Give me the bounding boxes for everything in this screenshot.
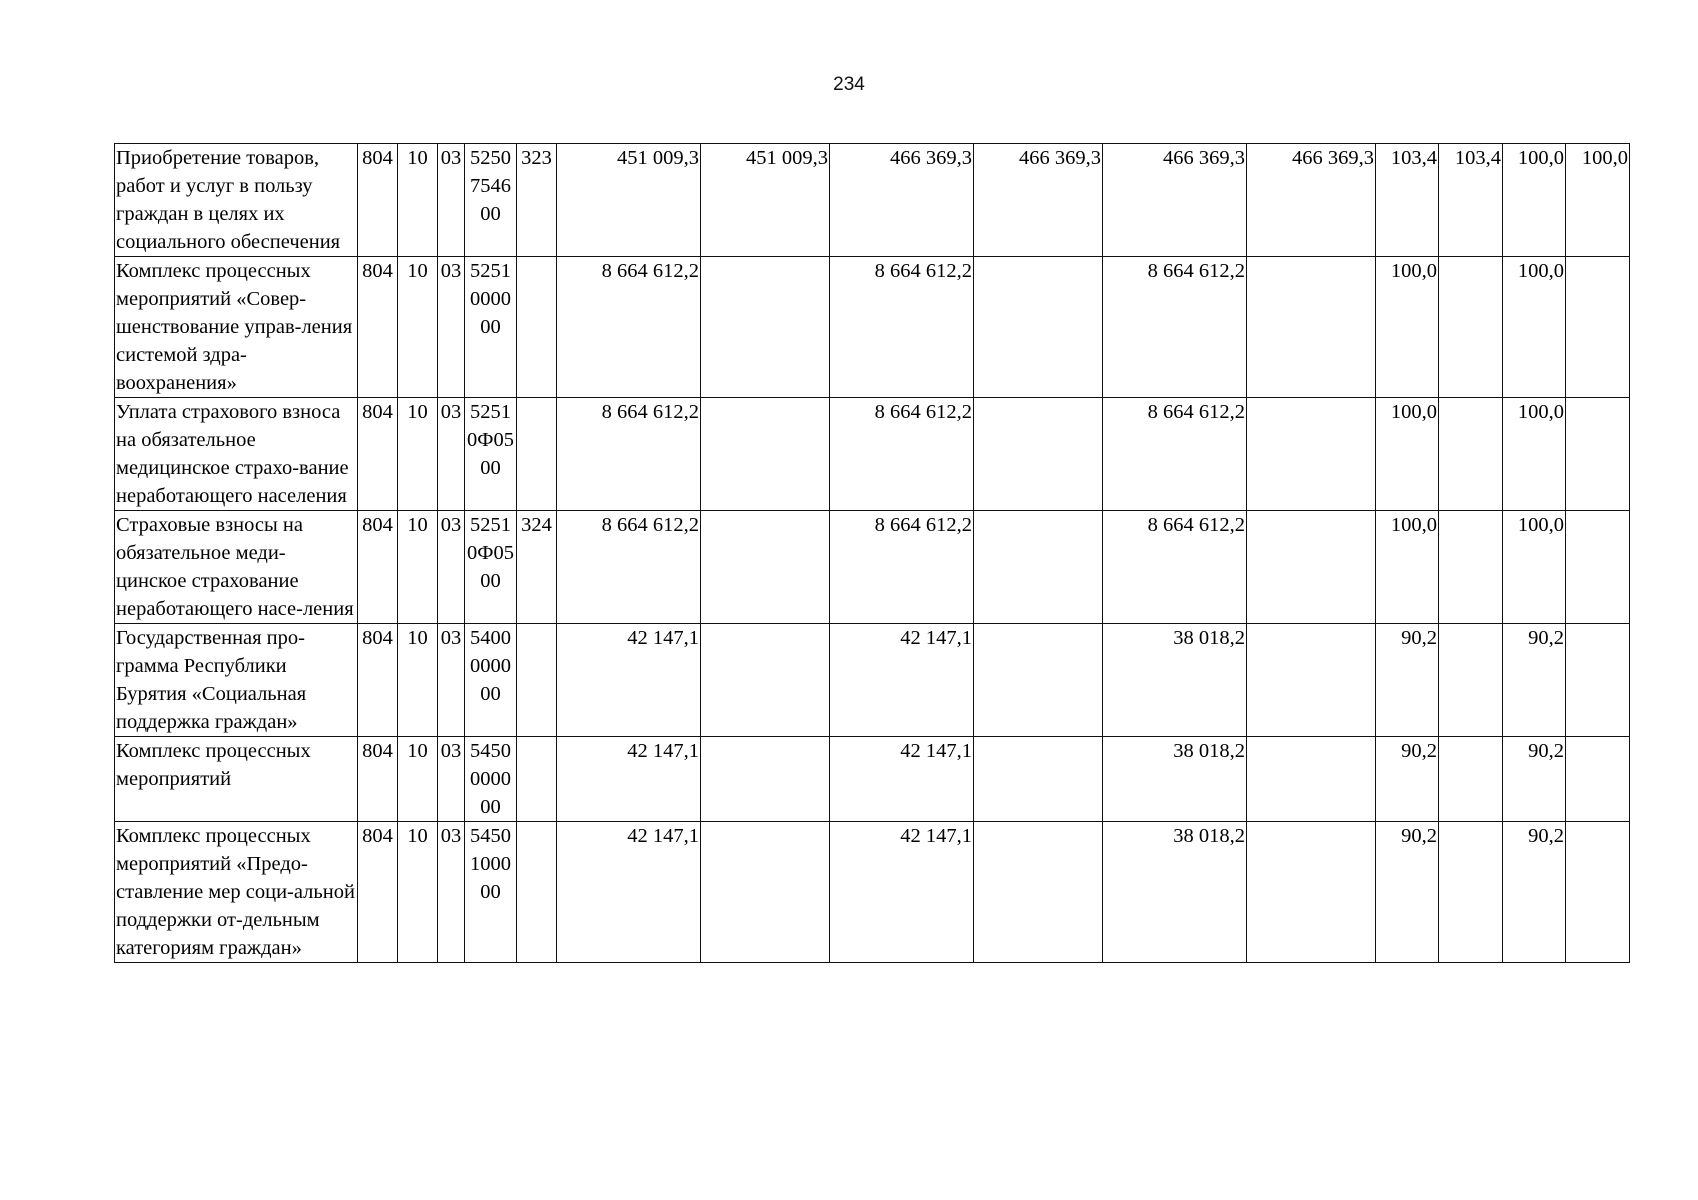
csr-code-cell: 5450100000 — [465, 822, 517, 963]
percent-2-b-cell — [1566, 737, 1630, 822]
fact-value-cell: 8 664 612,2 — [1103, 257, 1247, 398]
percent-1-cell: 100,0 — [1376, 511, 1439, 624]
plan-year1-cell: 42 147,1 — [557, 822, 701, 963]
vr-code-cell — [517, 398, 557, 511]
vr-code-cell — [517, 822, 557, 963]
percent-1-b-cell — [1439, 822, 1503, 963]
percent-2-b-cell — [1566, 398, 1630, 511]
fact-value-b-cell: 466 369,3 — [1247, 144, 1376, 257]
percent-1-cell: 90,2 — [1376, 624, 1439, 737]
gr-code-cell: 804 — [358, 822, 398, 963]
pr-code-cell: 03 — [438, 144, 465, 257]
csr-code-cell: 52510Ф0500 — [465, 398, 517, 511]
fact-value-cell: 8 664 612,2 — [1103, 511, 1247, 624]
table-row — [115, 624, 1630, 737]
vr-code-cell — [517, 737, 557, 822]
percent-2-b-cell — [1566, 511, 1630, 624]
plan-year2-b-cell — [974, 511, 1103, 624]
percent-1-cell: 100,0 — [1376, 257, 1439, 398]
plan-year2-cell: 42 147,1 — [830, 822, 974, 963]
plan-year1-b-cell: 451 009,3 — [701, 144, 830, 257]
vr-code-cell — [517, 624, 557, 737]
table-row — [115, 822, 1630, 963]
percent-2-cell: 90,2 — [1503, 624, 1566, 737]
plan-year2-cell: 8 664 612,2 — [830, 511, 974, 624]
percent-2-cell: 100,0 — [1503, 144, 1566, 257]
percent-2-b-cell — [1566, 257, 1630, 398]
plan-year2-b-cell — [974, 822, 1103, 963]
row-name-cell: Уплата страхового взноса на обязательное медицинское страхо-вание неработающего населения — [115, 398, 358, 511]
gr-code-cell: 804 — [358, 624, 398, 737]
csr-code-cell: 5250754600 — [465, 144, 517, 257]
pr-code-cell: 03 — [438, 511, 465, 624]
page-number: 234 — [833, 74, 865, 95]
percent-1-cell: 100,0 — [1376, 398, 1439, 511]
percent-1-b-cell — [1439, 257, 1503, 398]
plan-year1-b-cell — [701, 398, 830, 511]
fact-value-cell: 38 018,2 — [1103, 822, 1247, 963]
percent-1-b-cell — [1439, 737, 1503, 822]
plan-year1-b-cell — [701, 822, 830, 963]
plan-year1-cell: 42 147,1 — [557, 737, 701, 822]
percent-2-b-cell — [1566, 624, 1630, 737]
row-name-cell: Страховые взносы на обязательное меди-цинское страхование неработающего насе-ления — [115, 511, 358, 624]
csr-code-cell: 5400000000 — [465, 624, 517, 737]
csr-code-cell: 52510Ф0500 — [465, 511, 517, 624]
rz-code-cell: 10 — [398, 624, 438, 737]
plan-year2-cell: 8 664 612,2 — [830, 257, 974, 398]
fact-value-b-cell — [1247, 822, 1376, 963]
percent-1-b-cell — [1439, 398, 1503, 511]
fact-value-cell: 38 018,2 — [1103, 624, 1247, 737]
plan-year2-cell: 42 147,1 — [830, 737, 974, 822]
row-name-cell: Приобретение товаров, работ и услуг в пользу граждан в целях их социального обеспечения — [115, 144, 358, 257]
vr-code-cell — [517, 257, 557, 398]
plan-year2-cell: 8 664 612,2 — [830, 398, 974, 511]
plan-year1-b-cell — [701, 257, 830, 398]
percent-2-cell: 90,2 — [1503, 822, 1566, 963]
percent-2-b-cell — [1566, 822, 1630, 963]
plan-year2-b-cell — [974, 624, 1103, 737]
pr-code-cell: 03 — [438, 737, 465, 822]
table-row — [115, 737, 1630, 822]
row-name-cell: Государственная про-грамма Республики Бурятия «Социальная поддержка граждан» — [115, 624, 358, 737]
percent-2-cell: 90,2 — [1503, 737, 1566, 822]
percent-1-b-cell — [1439, 624, 1503, 737]
plan-year1-cell: 8 664 612,2 — [557, 511, 701, 624]
rz-code-cell: 10 — [398, 737, 438, 822]
fact-value-cell: 8 664 612,2 — [1103, 398, 1247, 511]
percent-2-cell: 100,0 — [1503, 257, 1566, 398]
percent-2-cell: 100,0 — [1503, 511, 1566, 624]
table-row — [115, 511, 1630, 624]
plan-year2-b-cell: 466 369,3 — [974, 144, 1103, 257]
percent-2-cell: 100,0 — [1503, 398, 1566, 511]
row-name-cell: Комплекс процессных мероприятий — [115, 737, 358, 822]
plan-year1-cell: 42 147,1 — [557, 624, 701, 737]
vr-code-cell: 324 — [517, 511, 557, 624]
row-name-cell: Комплекс процессных мероприятий «Совер-шенствование управ-ления системой здра-воохранения» — [115, 257, 358, 398]
gr-code-cell: 804 — [358, 144, 398, 257]
csr-code-cell: 5450000000 — [465, 737, 517, 822]
row-name-cell: Комплекс процессных мероприятий «Предо-ставление мер соци-альной поддержки от-дельным категориям граждан» — [115, 822, 358, 963]
table-row — [115, 398, 1630, 511]
table-row — [115, 144, 1630, 257]
pr-code-cell: 03 — [438, 822, 465, 963]
pr-code-cell: 03 — [438, 257, 465, 398]
plan-year1-cell: 8 664 612,2 — [557, 257, 701, 398]
percent-2-b-cell: 100,0 — [1566, 144, 1630, 257]
rz-code-cell: 10 — [398, 822, 438, 963]
plan-year2-b-cell — [974, 737, 1103, 822]
gr-code-cell: 804 — [358, 511, 398, 624]
pr-code-cell: 03 — [438, 398, 465, 511]
fact-value-cell: 38 018,2 — [1103, 737, 1247, 822]
gr-code-cell: 804 — [358, 398, 398, 511]
rz-code-cell: 10 — [398, 144, 438, 257]
percent-1-cell: 90,2 — [1376, 822, 1439, 963]
rz-code-cell: 10 — [398, 511, 438, 624]
fact-value-b-cell — [1247, 624, 1376, 737]
table-row — [115, 257, 1630, 398]
fact-value-b-cell — [1247, 257, 1376, 398]
percent-1-cell: 90,2 — [1376, 737, 1439, 822]
plan-year2-b-cell — [974, 398, 1103, 511]
percent-1-b-cell — [1439, 511, 1503, 624]
gr-code-cell: 804 — [358, 257, 398, 398]
gr-code-cell: 804 — [358, 737, 398, 822]
plan-year2-cell: 466 369,3 — [830, 144, 974, 257]
plan-year2-cell: 42 147,1 — [830, 624, 974, 737]
rz-code-cell: 10 — [398, 257, 438, 398]
csr-code-cell: 5251000000 — [465, 257, 517, 398]
rz-code-cell: 10 — [398, 398, 438, 511]
fact-value-cell: 466 369,3 — [1103, 144, 1247, 257]
fact-value-b-cell — [1247, 737, 1376, 822]
pr-code-cell: 03 — [438, 624, 465, 737]
percent-1-cell: 103,4 — [1376, 144, 1439, 257]
plan-year1-b-cell — [701, 511, 830, 624]
plan-year2-b-cell — [974, 257, 1103, 398]
plan-year1-b-cell — [701, 624, 830, 737]
fact-value-b-cell — [1247, 511, 1376, 624]
plan-year1-cell: 451 009,3 — [557, 144, 701, 257]
plan-year1-cell: 8 664 612,2 — [557, 398, 701, 511]
budget-table — [114, 143, 1630, 963]
percent-1-b-cell: 103,4 — [1439, 144, 1503, 257]
plan-year1-b-cell — [701, 737, 830, 822]
vr-code-cell: 323 — [517, 144, 557, 257]
fact-value-b-cell — [1247, 398, 1376, 511]
